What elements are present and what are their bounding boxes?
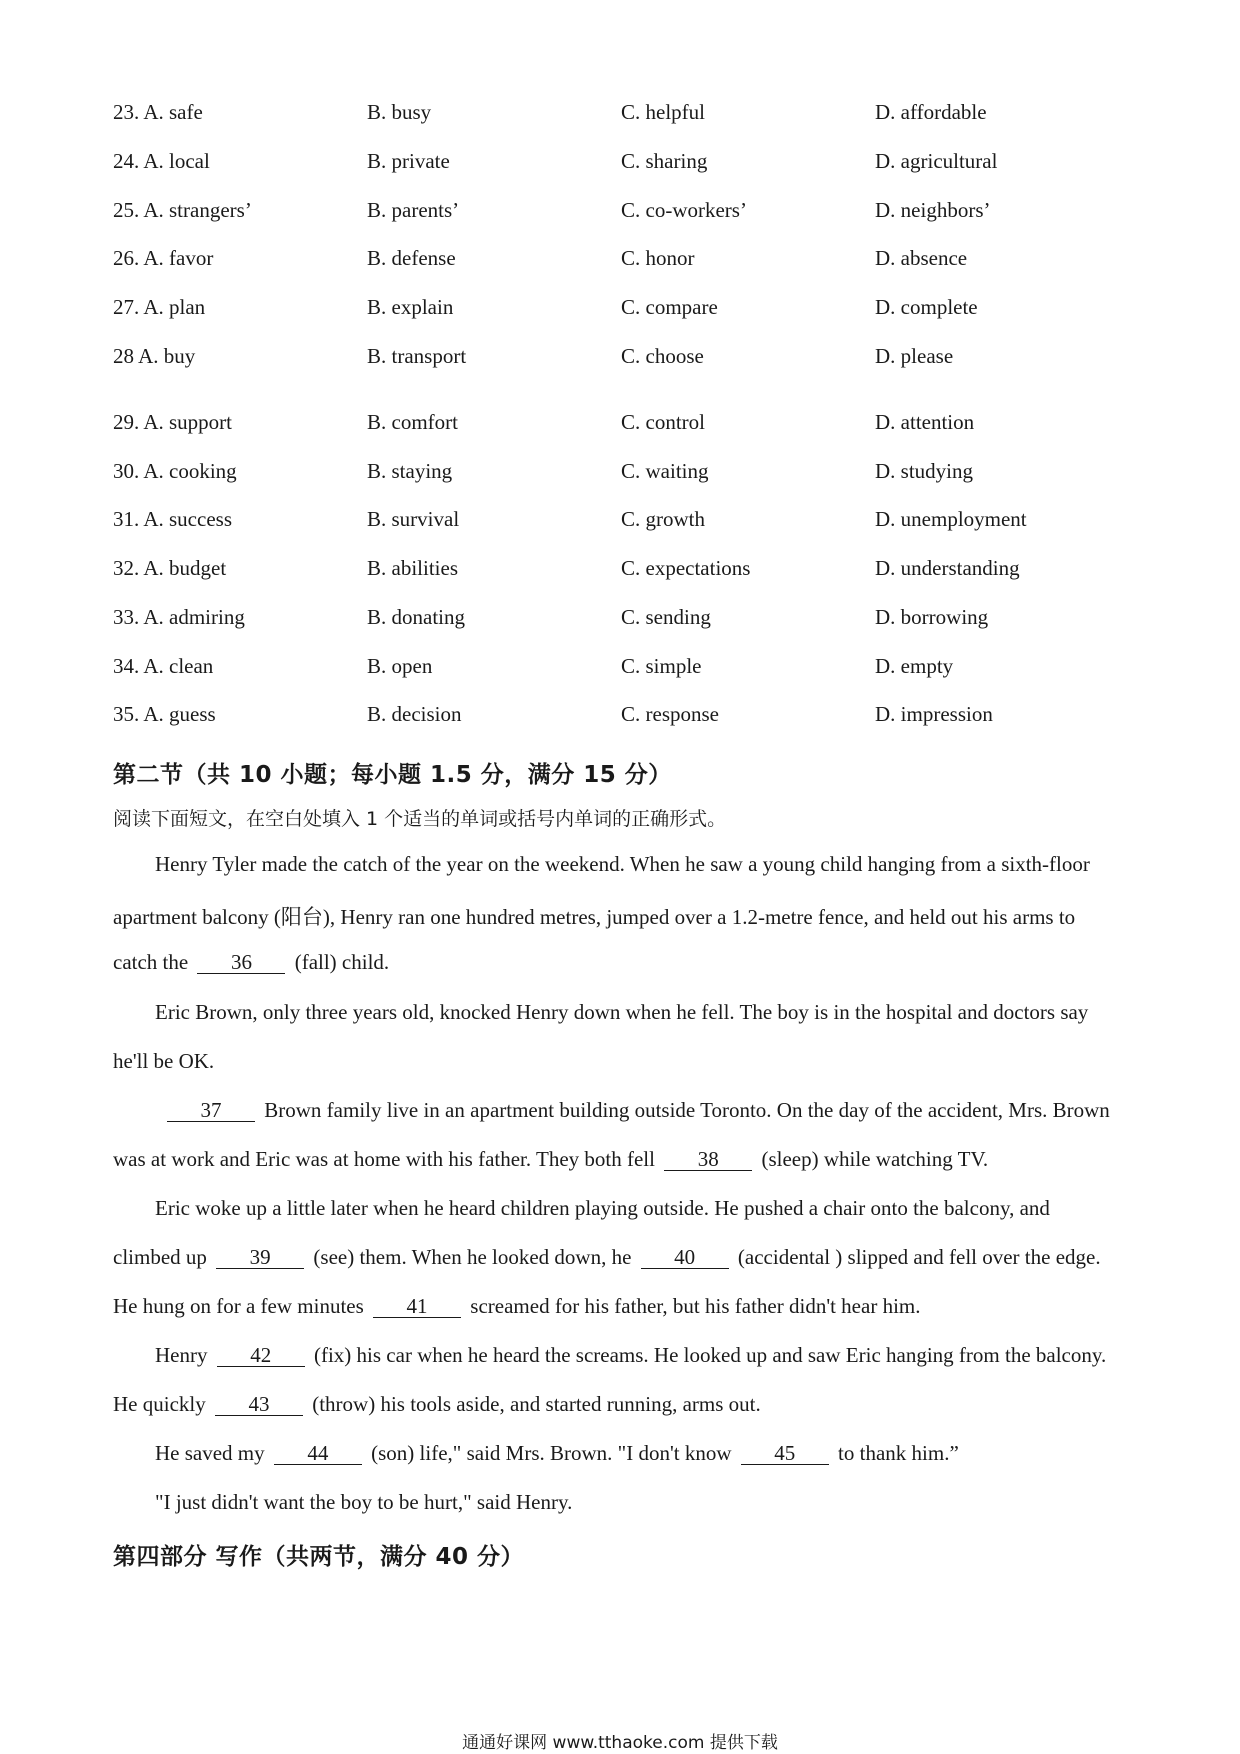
option-row <box>113 507 1123 547</box>
option-d: D. unemployment <box>875 507 1027 531</box>
passage-line: "I just didn't want the boy to be hurt," said Henry. <box>155 1490 573 1514</box>
passage-text: He hung on for a few minutes <box>113 1294 364 1318</box>
option-c: C. sharing <box>621 149 708 173</box>
option-row <box>113 344 1123 384</box>
blank-42[interactable]: 42 <box>217 1345 305 1367</box>
option-b: B. defense <box>367 246 456 270</box>
option-b: B. decision <box>367 702 462 726</box>
option-b: B. survival <box>367 507 460 531</box>
passage-text: screamed for his father, but his father didn't hear him. <box>470 1294 921 1318</box>
blank-41[interactable]: 41 <box>373 1296 461 1318</box>
option-row <box>113 654 1123 694</box>
blank-45[interactable]: 45 <box>741 1443 829 1465</box>
passage-text: to thank him.” <box>838 1441 959 1465</box>
blank-37[interactable]: 37 <box>167 1100 255 1122</box>
section-2-title: 第二节（共 10 小题；每小题 1.5 分，满分 15 分） <box>113 762 672 788</box>
option-a: 34. A. clean <box>113 654 214 678</box>
option-row <box>113 198 1123 238</box>
option-c: C. simple <box>621 654 702 678</box>
option-row <box>113 459 1123 499</box>
option-a: 24. A. local <box>113 149 210 173</box>
option-d: D. agricultural <box>875 149 998 173</box>
blank-39[interactable]: 39 <box>216 1247 304 1269</box>
passage-line <box>113 1294 921 1319</box>
option-row <box>113 410 1123 450</box>
passage-line: Eric Brown, only three years old, knocked Henry down when he fell. The boy is in the hospital and doctors say <box>155 1000 1089 1024</box>
option-a: 25. A. strangers’ <box>113 198 252 222</box>
option-d: D. empty <box>875 654 954 678</box>
option-b: B. staying <box>367 459 453 483</box>
passage-line <box>113 1147 988 1172</box>
option-row <box>113 100 1123 140</box>
passage-text: (fix) his car when he heard the screams. He looked up and saw Eric hanging from the balcony. <box>313 1343 1107 1367</box>
option-b: B. parents’ <box>367 198 460 222</box>
option-row <box>113 149 1123 189</box>
blank-40[interactable]: 40 <box>641 1247 729 1269</box>
option-d: D. affordable <box>875 100 987 124</box>
passage-line <box>155 1441 959 1466</box>
option-d: D. neighbors’ <box>875 198 991 222</box>
option-d: D. understanding <box>875 556 1020 580</box>
passage-line: Henry Tyler made the catch of the year on the weekend. When he saw a young child hanging from a sixth-floor <box>155 852 1090 876</box>
passage-text: was at work and Eric was at home with his father. They both fell <box>113 1147 655 1171</box>
option-c: C. expectations <box>621 556 751 580</box>
option-d: D. studying <box>875 459 974 483</box>
option-row <box>113 702 1123 742</box>
passage-text: (throw) his tools aside, and started running, arms out. <box>312 1392 761 1416</box>
option-d: D. impression <box>875 702 993 726</box>
passage-line <box>113 1392 761 1417</box>
option-c: C. growth <box>621 507 705 531</box>
option-c: C. waiting <box>621 459 709 483</box>
option-row <box>113 605 1123 645</box>
option-a: 23. A. safe <box>113 100 203 124</box>
passage-text: (sleep) while watching TV. <box>761 1147 989 1171</box>
option-a: 29. A. support <box>113 410 233 434</box>
section-2-instruction: 阅读下面短文，在空白处填入 1 个适当的单词或括号内单词的正确形式。 <box>113 808 727 830</box>
passage-text: (fall) child. <box>294 950 390 974</box>
option-b: B. private <box>367 149 450 173</box>
option-a: 26. A. favor <box>113 246 214 270</box>
option-a: 27. A. plan <box>113 295 206 319</box>
option-d: D. absence <box>875 246 968 270</box>
option-d: D. attention <box>875 410 975 434</box>
option-c: C. compare <box>621 295 718 319</box>
passage-line <box>155 1343 1106 1368</box>
passage-line <box>163 1098 1110 1123</box>
option-b: B. comfort <box>367 410 458 434</box>
option-d: D. borrowing <box>875 605 989 629</box>
option-b: B. transport <box>367 344 467 368</box>
passage-line: he'll be OK. <box>113 1049 215 1073</box>
option-row <box>113 556 1123 596</box>
passage-text: catch the <box>113 950 189 974</box>
option-a: 31. A. success <box>113 507 232 531</box>
passage-line <box>113 1245 1101 1270</box>
blank-43[interactable]: 43 <box>215 1394 303 1416</box>
passage-line: apartment balcony (阳台), Henry ran one hundred metres, jumped over a 1.2-metre fence, and held out his arms to <box>113 905 1076 929</box>
passage-text: (son) life," said Mrs. Brown. "I don't know <box>371 1441 732 1465</box>
option-c: C. helpful <box>621 100 705 124</box>
option-c: C. sending <box>621 605 711 629</box>
option-a: 32. A. budget <box>113 556 227 580</box>
option-a: 28 A. buy <box>113 344 196 368</box>
option-c: C. response <box>621 702 719 726</box>
option-b: B. open <box>367 654 433 678</box>
passage-text: climbed up <box>113 1245 207 1269</box>
option-d: D. please <box>875 344 954 368</box>
passage-text: He saved my <box>155 1441 265 1465</box>
passage-text: He quickly <box>113 1392 206 1416</box>
passage-text: Henry <box>155 1343 208 1367</box>
option-a: 33. A. admiring <box>113 605 245 629</box>
option-row <box>113 246 1123 286</box>
blank-44[interactable]: 44 <box>274 1443 362 1465</box>
page-footer: 通通好课网 www.tthaoke.com 提供下载 <box>462 1733 778 1753</box>
option-b: B. busy <box>367 100 432 124</box>
option-d: D. complete <box>875 295 978 319</box>
blank-38[interactable]: 38 <box>664 1149 752 1171</box>
option-c: C. honor <box>621 246 695 270</box>
option-b: B. donating <box>367 605 465 629</box>
blank-36[interactable]: 36 <box>197 952 285 974</box>
passage-text: (see) them. When he looked down, he <box>313 1245 632 1269</box>
option-a: 30. A. cooking <box>113 459 237 483</box>
passage-line: Eric woke up a little later when he heard children playing outside. He pushed a chair onto the balcony, and <box>155 1196 1050 1220</box>
option-b: B. explain <box>367 295 454 319</box>
option-c: C. control <box>621 410 705 434</box>
passage-line <box>113 950 389 975</box>
option-a: 35. A. guess <box>113 702 216 726</box>
passage-text: (accidental ) slipped and fell over the edge. <box>737 1245 1101 1269</box>
option-b: B. abilities <box>367 556 458 580</box>
option-row <box>113 295 1123 335</box>
passage-text: Brown family live in an apartment building outside Toronto. On the day of the accident, Mrs. Brown <box>264 1098 1110 1122</box>
part-4-title: 第四部分 写作（共两节，满分 40 分） <box>113 1544 525 1570</box>
option-c: C. choose <box>621 344 704 368</box>
option-c: C. co-workers’ <box>621 198 747 222</box>
